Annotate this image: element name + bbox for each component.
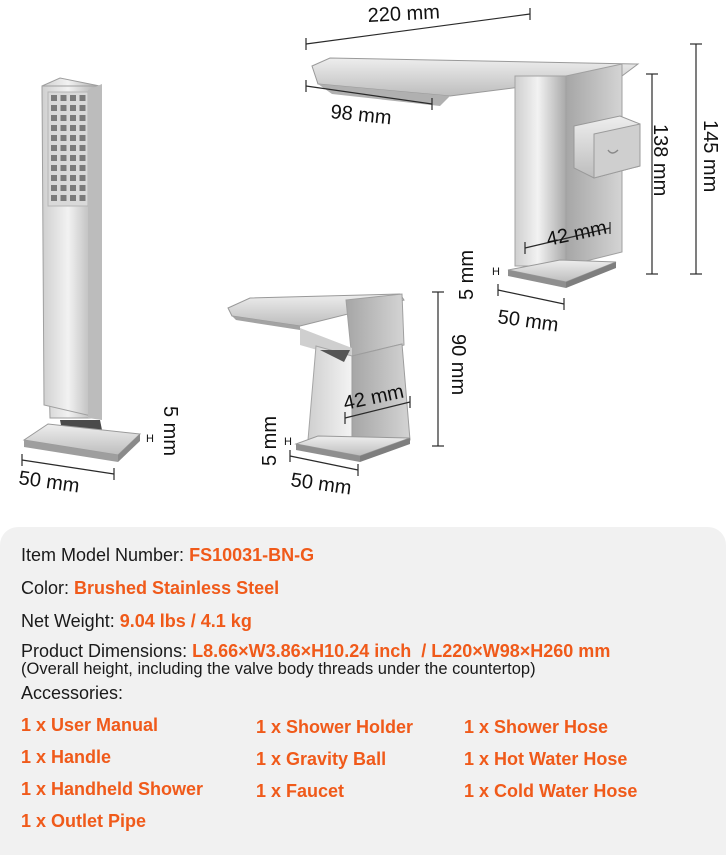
net-weight-row [21,611,252,632]
nozzle [51,155,57,161]
accessory-item: 1 x Outlet Pipe [21,811,147,831]
accessory-item: 1 x Cold Water Hose [464,781,638,801]
dim-valve-base-width: 50 mm [289,469,353,500]
accessory-item: 1 x Shower Hose [464,717,609,737]
nozzle [61,105,67,111]
dim-faucet-base-width: 50 mm [496,306,560,337]
nozzle [70,165,76,171]
dim-shower-base-width: 50 mm [17,467,81,498]
accessory-item: 1 x Shower Holder [256,717,414,737]
handheld-shower [24,78,140,462]
dim-valve-height: 90 mm [447,334,469,396]
nozzle [70,105,76,111]
nozzle [51,135,57,141]
dim-faucet-base-height: 5 mm [456,250,478,300]
nozzle [70,135,76,141]
nozzle [51,105,57,111]
accessory-item: 1 x Faucet [256,781,345,801]
dim-faucet-base-side: 42 mm [544,216,609,251]
dim-valve-base-height: 5 mm [259,416,281,466]
nozzle [80,165,86,171]
nozzle [51,115,57,121]
net-weight-value: 9.04 lbs / 4.1 kg [119,611,252,631]
dim-width-top: 220 mm [367,1,441,27]
nozzle [80,125,86,131]
nozzle [70,125,76,131]
nozzle [70,145,76,151]
product-dimensions-value: L8.66×W3.86×H10.24 inch / L220×W98×H260 mm [192,641,611,661]
nozzle [70,155,76,161]
nozzle [80,145,86,151]
dim-shower-base-height: 5 mm [159,406,181,456]
nozzle [51,145,57,151]
color-value: Brushed Stainless Steel [74,578,280,598]
accessory-item: 1 x User Manual [21,715,159,735]
nozzle [61,165,67,171]
nozzle [70,195,76,201]
model-number-value: FS10031-BN-G [189,545,315,565]
nozzle [61,125,67,131]
nozzle [80,155,86,161]
nozzle [80,135,86,141]
mixing-valve [228,294,410,462]
dim-total-height: 145 mm [699,120,721,193]
model-number-row [21,545,314,566]
nozzle [80,115,86,121]
accessory-item: 1 x Handle [21,747,112,767]
accessories-label: Accessories: [21,683,124,703]
specification-panel [0,527,726,855]
dim-shower-h-marker: H [146,433,154,445]
nozzle [70,175,76,181]
nozzle [51,125,57,131]
net-weight-label: Net Weight: [21,611,115,631]
nozzle [61,175,67,181]
nozzle [70,115,76,121]
nozzle [80,195,86,201]
nozzle [61,135,67,141]
nozzle [61,195,67,201]
nozzle [61,155,67,161]
product-dimensions-note: (Overall height, including the valve body threads under the countertop) [21,660,536,678]
nozzle [51,95,57,101]
color-row [21,578,279,599]
nozzle [51,165,57,171]
nozzle [80,185,86,191]
accessory-item: 1 x Hot Water Hose [464,749,628,769]
dim-valve-base-side: 42 mm [341,380,406,415]
nozzle [51,195,57,201]
nozzle [61,185,67,191]
nozzle [80,105,86,111]
nozzle [80,95,86,101]
nozzle [70,95,76,101]
product-dimensions-row [21,641,610,662]
nozzle [61,145,67,151]
dim-body-height: 138 mm [649,124,671,197]
accessory-item: 1 x Handheld Shower [21,779,204,799]
nozzle [61,115,67,121]
product-dimensions-label: Product Dimensions: [21,641,188,661]
dim-valve-h-marker: H [284,436,292,448]
accessory-item: 1 x Gravity Ball [256,749,387,769]
nozzle [51,185,57,191]
dim-faucet-h-marker: H [492,266,500,278]
color-label: Color: [21,578,70,598]
nozzle [70,185,76,191]
model-number-label: Item Model Number: [21,545,185,565]
nozzle [80,175,86,181]
nozzle [51,175,57,181]
nozzle [61,95,67,101]
dim-spout-depth: 98 mm [329,101,393,130]
